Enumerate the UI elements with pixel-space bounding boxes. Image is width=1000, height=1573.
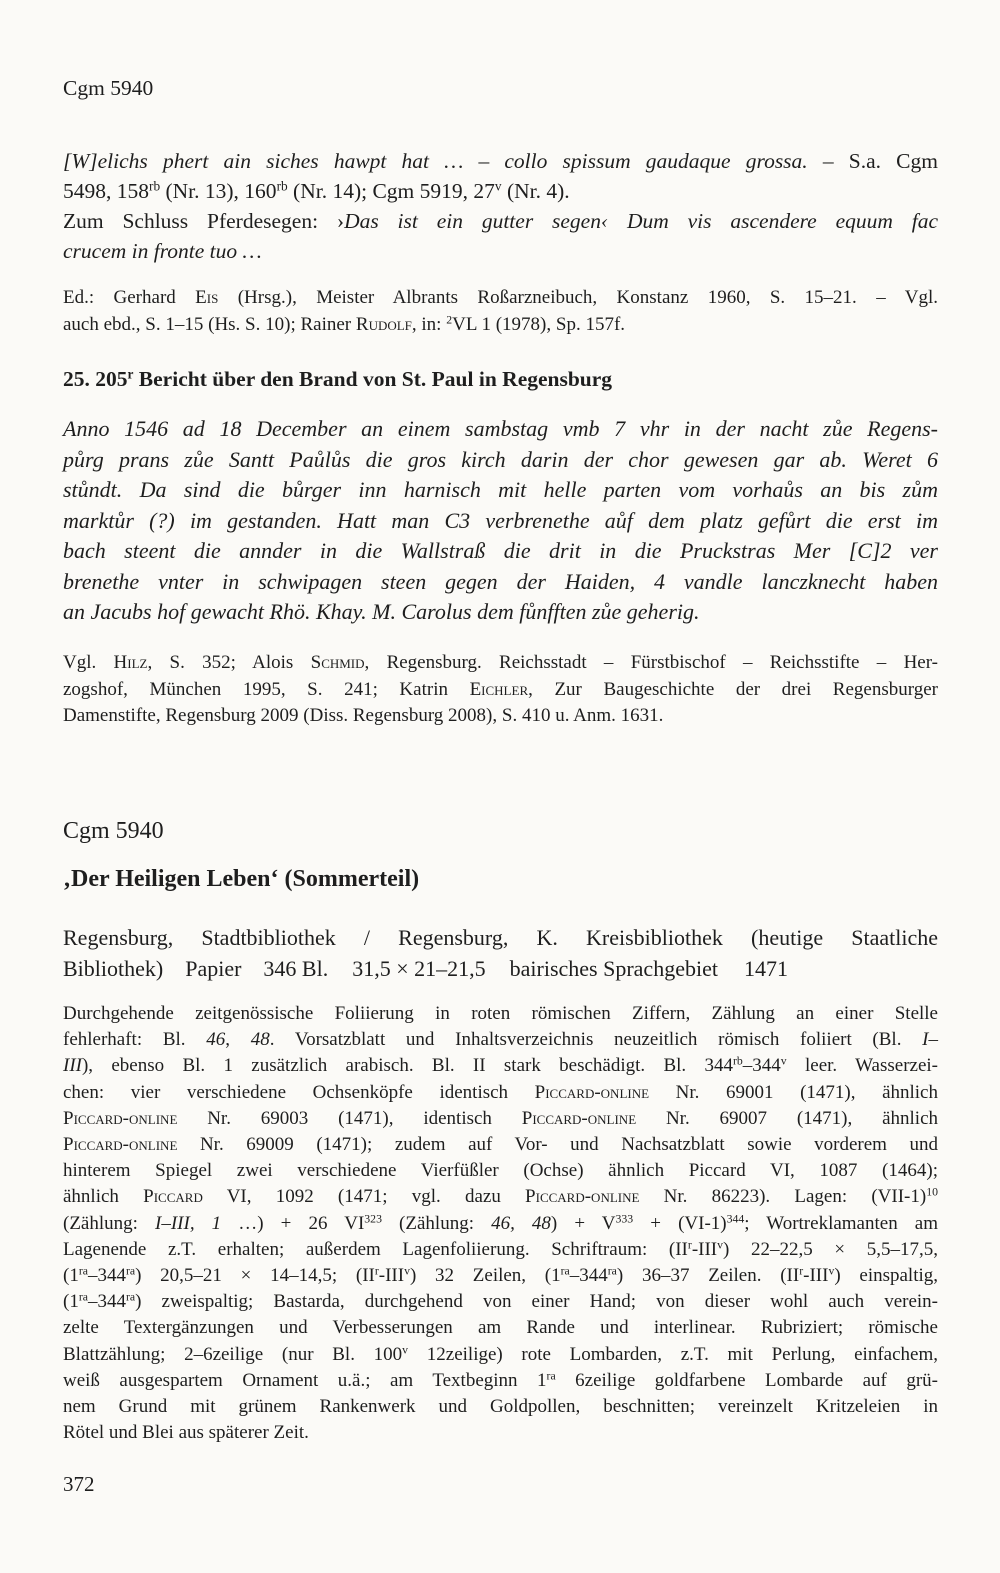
section-metadata: Regensburg, Stadtbibliothek / Regensburg, K. Kreisbibliothek (heutige Staatliche Bibliothek) Papier 346 Bl. 31,5 × 21–21,5 bairisches Sprachgebiet 1471	[63, 922, 938, 984]
running-head: Cgm 5940	[63, 76, 154, 100]
entry-24-line-2: 5498, $158^{rb}$ (Nr. 13), $160^{rb}$ (Nr. 14); Cgm 5919, 27$^v$ (Nr. 4).	[63, 178, 570, 203]
page-number: 372	[63, 1472, 95, 1496]
metadata-line-2: Bibliothek) Papier 346 Bl. 31,5 × 21–21,5 bairisches Sprachgebiet 1471	[63, 956, 788, 981]
entry-24-text	[63, 146, 938, 266]
section-signature: Cgm 5940	[63, 818, 164, 844]
entry-25-literature: Vgl. Hilz, S. 352; Alois Schmid, Regensburg. Reichsstadt – Fürstbischof – Reichsstifte – Her- zogshof, München 1995, S. 241; Katrin Eichler, Zur Baugeschichte der drei Regensburger Damenstifte, Regensburg 2009 (Diss. Regensburg 2008), S. 410 u. Anm. 1631.	[63, 652, 938, 726]
entry-24-line-4: crucem in fronte tuo …	[63, 239, 262, 263]
entry-25-heading: 25. 205$^r$ Bericht über den Brand von St. Paul in Regensburg	[63, 366, 613, 391]
entry-25-text: Anno 1546 ad 18 December an einem sambstag vmb 7 vhr in der nacht zůe Regens- půrg prans zůe Santt Paůlůs die gros kirch darin der chor gewesen gar ab. Weret 6 stůndt. Da sind die bůrger inn harnisch mit helle parten vom vorhaůs an bis zům marktůr (?) im gestanden. Hatt man C3 verbrenethe aůf dem platz gefůrt die erst im bach steent die annder in die Wallstraß die drit in die Pruckstras Mer [C]2 ver brenethe vnter in schwipagen steen gegen der Haiden, 4 vandle lanczknecht haben an Jacubs hof gewacht Rhö. Khay. M. Carolus dem fůnfften zůe geherig.	[63, 416, 938, 624]
section-title: ‚Der Heiligen Leben‘ (Sommerteil)	[63, 866, 420, 892]
entry-24-line-1: [W]elichs phert ain siches hawpt hat … – collo spissum gaudaque grossa. – S.a. Cgm	[63, 149, 938, 173]
entry-24-edition: Ed.: Gerhard Eis (Hrsg.), Meister Albrants Roßarzneibuch, Konstanz 1960, S. 15–21. – Vgl. auch ebd., S. 1–15 (Hs. S. 10); Rainer Rudolf, in: $^2$VL 1 (1978), Sp. 157f.	[63, 287, 938, 335]
codicological-description: Durchgehende zeitgenössische Foliierung in roten römischen Ziffern, Zählung an einer Stelle fehlerhaft: Bl. 46, 48. Vorsatzblatt und Inhaltsverzeichnis neuzeitlich römisch foliiert (Bl. I– III), ebenso Bl. 1 zusätzlich arabisch. Bl. II stark beschädigt. Bl. $344^{rb}-344^v$ leer. Wasserzei- chen: vier verschiedene Ochsenköpfe identisch Piccard-online Nr. 69001 (1471), ähnlich Piccard-online Nr. 69003 (1471), identisch Piccard-online Nr. 69007 (1471), ähnlich Piccard-online Nr. 69009 (1471); zudem auf Vor- und Nachsatzblatt sowie vorderem und hinterem Spiegel zwei verschiedene Vierfüßler (Ochse) ähnlich Piccard VI, 1087 (1464); ähnlich Piccard VI, 1092 (1471; vgl. dazu Piccard-online Nr. 86223). Lagen: $(VII-1)^{10}$ (Zählung: I–III, 1 …) + 26 VI$^{323}$ (Zählung: 46, $48) + V^{333} + (VI-1)^{344}$; Wortreklamanten am Lagenende z.T. erhalten; außerdem Lagenfoliierung. Schriftraum: $(II^r-III^v) 22-22,5 \times 5,5-17,5$, $(1^{ra}-344^{ra}) 20,5-21 \times 14-14,5$; $(II^r-III^v)$ 32 Zeilen, $(1^{ra}-344^{ra})$ 36–37 Zeilen. $(II^r-III^v)$ einspaltig, $(1^{ra}-344^{ra})$ zweispaltig; Bastarda, durchgehend von einer Hand; von dieser wohl auch verein- zelte Textergänzungen und Verbesserungen am Rande und interlinear. Rubriziert; römische Blattzählung; 2–6zeilige (nur Bl. 100$^v$ 12zeilige) rote Lombarden, z.T. mit Perlung, einfachem, weiß ausgespartem Ornament u.ä.; am Textbeginn $1^{ra}$ 6zeilige goldfarbene Lombarde auf grü- nem Grund mit grünem Rankenwerk und Goldpollen, beschnitten; vereinzelt Kritzeleien in Rötel und Blei aus späterer Zeit.	[63, 1003, 939, 1444]
entry-24-line-3: Zum Schluss Pferdesegen: ›Das ist ein gutter segen‹ Dum vis ascendere equum fac	[63, 209, 939, 233]
